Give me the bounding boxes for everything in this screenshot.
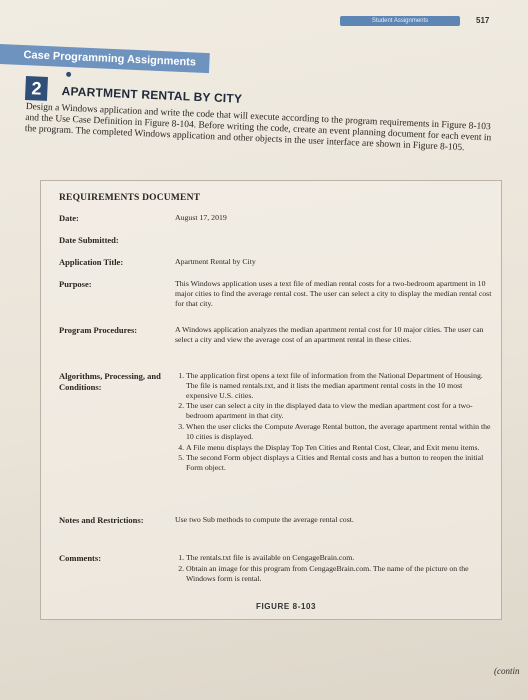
algorithms-item: 3. When the user clicks the Compute Average Rental button, the average apartment rental within the 10 cities is displayed.: [186, 422, 493, 442]
algorithms-list: [175, 371, 493, 474]
assignment-number: 2: [25, 76, 48, 101]
notes-label: Notes and Restrictions:: [59, 515, 144, 525]
procedures-label: Program Procedures:: [59, 325, 138, 335]
procedures-value: A Windows application analyzes the median apartment rental cost for 10 major cities. The user can select a city and view the average cost of an apartment rental in these cities.: [175, 325, 484, 344]
algorithms-label: Algorithms, Processing, and Conditions:: [59, 371, 161, 392]
algorithms-item: 1. The application first opens a text file of information from the National Department of Housing. The file is named rentals.txt, and it lists the median apartment rental costs in the 10 most expensive U.S. cities.: [186, 371, 493, 400]
comments-item: 1. The rentals.txt file is available on CengageBrain.com.: [186, 553, 493, 563]
notes-value: Use two Sub methods to compute the average rental cost.: [175, 515, 354, 524]
date-value: August 17, 2019: [175, 213, 227, 222]
date-submitted-label: Date Submitted:: [59, 235, 119, 245]
difficulty-dot-icon: [66, 72, 71, 77]
algorithms-item: 5. The second Form object displays a Cities and Rental costs and has a button to reopen the initial Form object.: [186, 453, 493, 473]
continued-note: (contin: [494, 666, 520, 676]
figure-caption: FIGURE 8-103: [256, 602, 317, 611]
purpose-value: This Windows application uses a text file of median rental costs for a two-bedroom apartment in 10 major cities to find the average rental cost. The user can select a city to display the median rental cost for that city.: [175, 279, 492, 308]
requirements-document: [40, 180, 502, 620]
algorithms-item: 4. A File menu displays the Display Top Ten Cities and Rental Cost, Clear, and Exit menu items.: [186, 443, 493, 453]
date-label: Date:: [59, 213, 79, 223]
requirements-heading: REQUIREMENTS DOCUMENT: [59, 193, 201, 203]
assignment-intro: Design a Windows application and write the code that will execute according to the program requirements in Figure 8-103 and the Use Case Definition in Figure 8-104. Before writing the code, create an event planning document for each event in the program. The completed Windows application and other objects in the user interface are shown in Figure 8-105.: [24, 102, 492, 154]
comments-label: Comments:: [59, 553, 102, 563]
running-head-bar: [340, 16, 460, 26]
section-tab-label: Case Programming Assignments: [23, 49, 197, 69]
app-title-label: Application Title:: [59, 257, 124, 267]
assignment-title: APARTMENT RENTAL BY CITY: [61, 84, 243, 106]
app-title-value: Apartment Rental by City: [175, 257, 256, 266]
running-head: Student Assignments: [371, 18, 429, 24]
page-number: 517: [476, 16, 490, 25]
algorithms-item: 2. The user can select a city in the displayed data to view the median apartment cost for a two-bedroom apartment in that city.: [186, 401, 493, 421]
comments-item: 2. Obtain an image for this program from CengageBrain.com. The name of the picture on the Windows form is rental.: [186, 564, 493, 584]
comments-list: [175, 553, 493, 584]
section-tab: [0, 44, 210, 73]
purpose-label: Purpose:: [59, 279, 92, 289]
